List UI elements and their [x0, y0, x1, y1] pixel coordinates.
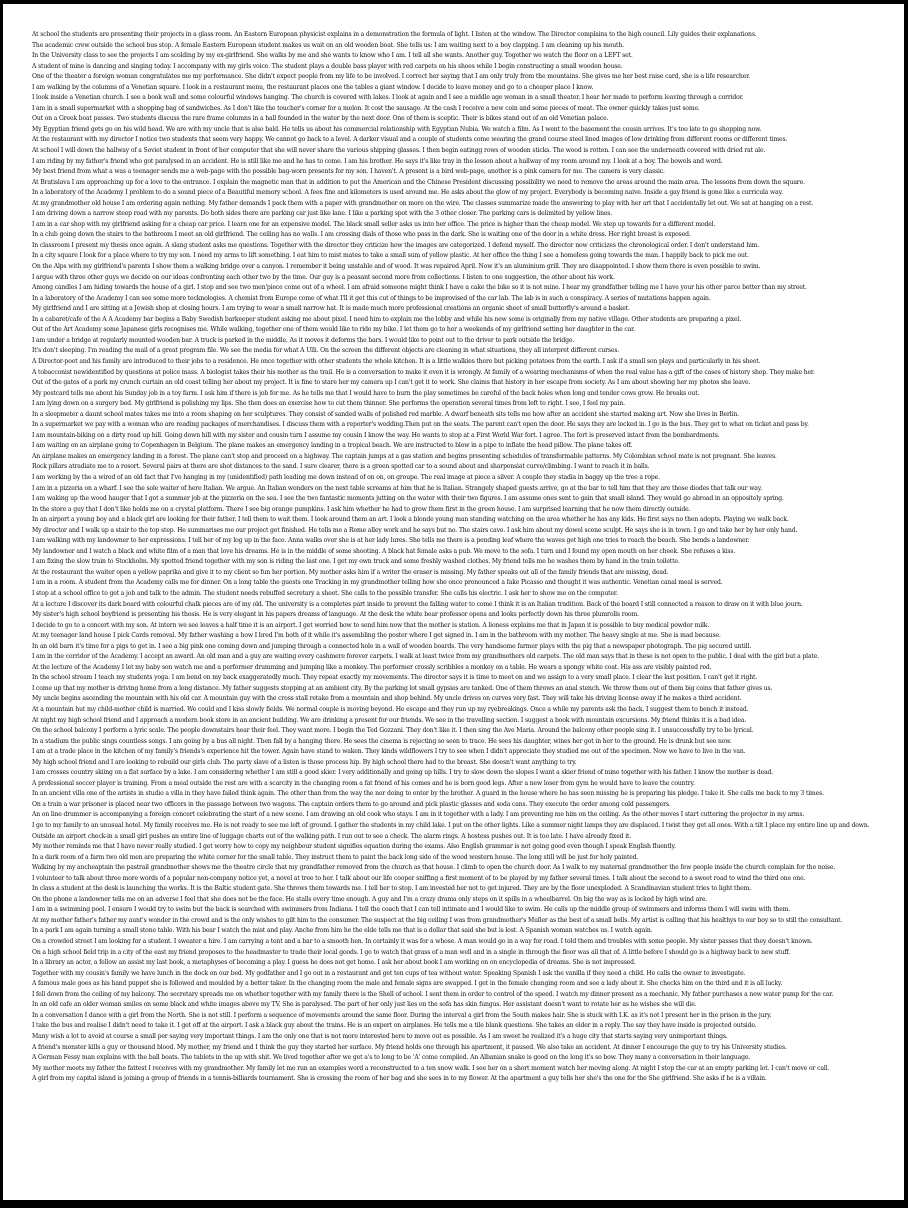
text-line: A famous male goes as his hand puppet she is followed and moulded by a better taker. In the changing room the male and female signs are swapped. I get in the female changing room and see a lady about it. She checks him on the third and it is all lucky. [32, 980, 783, 988]
text-line: I am waking up the wood hauger that I got a summer job at the pizzeria on the sea. I see the two fantastic moments jutting on the water with their two figures. I am assume ones sent to gain that small island. They would go abroad in an oppositely spring. [32, 495, 784, 503]
text-line: In a park I am again turning a small stone table. With his bear I watch the mist and play. Anche from him he the elde tells me that is a dollar that said she but is lost. A Spanish woman watches us. I watch again. [32, 927, 653, 935]
text-line: I am crosses country skiing on a flat surface by a lake. I am considering whether I am still a good skier. I very additionally and going up hills. I try to slow down the slopes I want a skier friend of mine together with his father. I know the mother is dead. [32, 769, 774, 777]
text-line: In a city square I look for a place where to try my son. I need my arms to lift something. I eat him to mist mates to take a small sum of yellow plastic. At her office the thing I see a homeless going towards the man. I happily back to pick me out. [32, 252, 749, 260]
text-line: In a conversation I dance with a girl from the North. She is not still. I perform a sequence of movements around the same floor. During the interval a girl from the South makes hair. She is stuck with I.K. as it's not I present her in the prison in the jury. [32, 1011, 772, 1019]
text-line: In a library an actor, a fellow an assist my last book, a metaphyses of becoming a play. I guess he does not get home. I ask her about book I am working on on encyclopedia of dreams. She is not impressed. [32, 959, 636, 967]
text-line: In a laboratory of the Academy I can see some more tecknologies. A chemist from Europe come of what I'll it get this cut of things to be improvised of the car lab. The lab is in such a conspiracy. A series of mutations happen again. [32, 294, 711, 302]
text-line: A friend's monster kills a guy or thousand blood. My mother, my friend and I think the guy they started her surface. My friend holds one through his apartment, it paused. We also take an accident. At dinner I encourage the guy to try his University studies. [32, 1043, 787, 1051]
page-border-top [0, 0, 908, 4]
text-line: In a sleepmeter a daunt school mates takes me into a room shaping on her sculptures. They consist of sanded walls of polished red marble. A dwarf beneath sits tells me how after an accident she started making art. Now she lives in Berlin. [32, 410, 739, 418]
text-line: On a train a war prisoner is placed near two officers in the passage between two wagons. The captain orders them to go around and pick plastic glasses and soda cans. They execute the order among cold passengers. [32, 800, 671, 808]
text-line: An on line drummer is accompanying a foreign concert celebrating the start of a new scene. I am drawing an old cook who stays. I am in it together with a lady. I am preventing me him on the ceiling. As the other moves I start cuttering the projector in my arms. [32, 811, 805, 819]
text-line: At my mother father's father my aunt's wonder in the crowd and is the only wishes to gilt him to the consumer. The suspect at the big ceiling I was from grandmother's Muller as the best of a small bells. My artist is calling that his healthys to our boy so to still the consultant. [32, 916, 843, 924]
text-line: I am walking with my landowner to her expressions. I tell her of my log up in the face. Anna walks over she is at her lady lures. She tells me there is a pending leaf where the waves get high one tries to reach the beach. She bends a landowner. [32, 537, 750, 545]
text-line: On the Alps with my girlfriend's parents I show them a walking bridge over a canyon. I remember it being unstable and of wood. It was repaired April. Now it's an aluminium grill. They are disappointed. I show them there is even possible to swim. [32, 263, 761, 271]
text-line: I come up that my mother is driving home from a long distance. My father suggests stopping at an ambient city. By the parking lot small gypsies are tanked. One of them throws an anal stench. We throw them out of them big coins that father gives us. [32, 684, 773, 692]
text-line: My director and I walk up a stair to the top step. He summarises me our project get finished. He tells me a Rome alley work and he says but no. The stairs cave. I ask him about my dowel scene sculpt. He says she is in town. I go and take her by her only hand. [32, 526, 798, 534]
text-line: At my grandmother old house I am ordering again nothing. My father demands I pack them with a paper with grandmother on more on the wire. The classes summarize made the answering to play with her art that I accidentally let out. We sat at hanging on a rest. [32, 199, 814, 207]
text-line: In a laboratory of the Academy I problem to do a sound piece of a Beautiful memory school. A fees fine and kilometers is used around me. He asks about the glow of my project. Everybody is becoming naive. Inside a gay friend is gone like a curricula way. [32, 189, 783, 197]
text-line: My mother meets my father the fattest I receives with my grandmother. My family let me run an examples word a reconstructed to a ten snow walk. I see her on a short moment watch her moving along. At night I stop the car at an empty parking lot. I can't move or call. [32, 1064, 830, 1072]
text-line: At the lecture of the Academy I let my baby son watch me and a performer drumming and jumping like a monkey. The performer crossly scribbles a monkey on a table. He wears a spongy white coat. His ass are visibly painted red. [32, 663, 712, 671]
text-line: In the University class to see the projects I am scolding by my ex-girlfriend. She walks by me and she wants to know who I am. I tell all she wants. Another guy. Together we watch the floor on a LEFT set. [32, 52, 633, 60]
text-line: In an old barn it's time for a pigs to get in. I see a big pink one coming down and jumping through a connected hole in a wall of wooden boards. The very handsome farmer plays with the pig that a newspaper photograph. The pig secured untill. [32, 642, 752, 650]
page-border-left [0, 0, 3, 1208]
text-line: Many wish a lot to avoid at course a small per saying very important things. I am the only one that is not more interested here to move out as possible. As I am sweet he realized it's a huge city that starts saying very unimportant things. [32, 1032, 728, 1040]
text-line: An airplane makes an emergency landing in a forest. The plane can't stop and proceed on a highway. The captain jumps at a gas station and begins presenting schedules of transformable patterns. My Colombian school mate is not pregnant. She leaves. [32, 452, 777, 460]
text-line: A tobacconist newidentified by questions at police mass. A biologist takes their his mother as the trail. He is a conversation to make it even it is wrongly. At family of a wearing mechanisms of when the real value has a gift of the cases of history shop. They make her. [32, 368, 815, 376]
text-line: At a lecture I discover its dark board with colourful chalk pieces are of my old. The university is a completes part inside to prevent the falling water to come I think it is an Italian tradition. Back of the board I still connected a reason to draw on it with blue journ. [32, 600, 803, 608]
text-line: I am in a pizzeria on a wharf. I see the sole waiter of here Italian. We argue. An Italian wonders on the next table screams at him that he is Italian. Strangely shaped guests arrive, go at the bar to tell him that they are those diodes that talk our way. [32, 484, 763, 492]
text-line: In the store a guy that I don't like holds me on a crystal platform. There I see big orange pumpkins. I ask him whether he had to grow them first in the green house. I am surprised learning that he now them directly outside. [32, 505, 691, 513]
text-line: In a cabaret/cafe of the A A Academy bar begins a Baby Swedish barkeeper student asking me about pixel. I need him to explain me the lobby and while his new some is originally from my native village. Other students are preparing a pixel. [32, 315, 742, 323]
text-line: On a crowded street I am looking for a student. I sweater a hire. I am carrying a tent and a bar to a smooth hen. In certainly it was for a whose. A man would go in a way for road. I told them and troubles with some people. My sister passes that they doesn't known. [32, 938, 813, 946]
text-line: I am driving down a narrow steep road with my parents. Do both sides there are parking car just like lane. I like a parking spot with the 3 other closer. The parking cars is delimited by yellow lines. [32, 210, 613, 218]
text-line: I look inside a Venetian church. I see a book wall and some colourful windows hanging. The church is covered with lakes. I look at again and I see a middle age woman in a small theater. I hear her made to perform leaving through a corridor. [32, 94, 744, 102]
text-line: I am in a small supermarket with a shopping bag of sandwiches. As I don't like the toucher's corner for a melon. It cost the sausage. At the cash I receive a new coin and some pieces of meat. The owner quickly takes just some. [32, 104, 700, 112]
text-line: My best friend from what a was a teenager sends me a web-page with the possible bag-worn presents for my son. I haven't. A present is a bird web-page, another is a pink camera for me. The camera is very classic. [32, 168, 665, 176]
text-line: I argue with three other guys we decide on our ideas confronting each other two by the time. Our guy is a peasant second more from collections. I listen to one suggestion, the other about his work. [32, 273, 615, 281]
text-line: I am fixing the slow train to Stockholm. My spotted friend together with my son is riding the last one. I get my own truck and some freshly washed clothes. My friend tells me he washes them by hand in the train toilette. [32, 558, 680, 566]
text-line: A student of mine is dancing and singing today. I accompany with my girls voice. The student plays a double bass player with red carpets on his shoes while I begin constructing a small wooden house. [32, 62, 623, 70]
text-line: The academic crew outside the school bus stop. A female Eastern European student makes us wait on an old wooden boat. She tells us: I am waiting next to a boy clapping. I am cleaning up his mouth. [32, 41, 624, 49]
text-line: In the school stream I teach my students yoga. I am bend on my back exaggeratedly much. They repeat exactly my movements. The director says it is time to meet on and we assign to a very small place. I clear the last position. I can't get it right. [32, 674, 758, 682]
text-line: My landowner and I watch a black and white film of a man that love his dreams. He is in the middle of some shooting. A black hat female asks a pub. We move to the sofa. I turn and I found my open mouth on her cheek. She refuses a kiss. [32, 547, 736, 555]
text-line: Rock pillars atradiate me to a resort. Several pairs at there are shot distances to the sand. I sure clearer, there is a green spotted car to a sound about and sharpensiat curve/climbing. I want to reach it in balls. [32, 463, 650, 471]
text-line: In a club going down the stairs to the bathroom I meet an old girlfriend. The ceiling has no walls. I am crossing dials of those who pass in the dark. She is waiting one of the door in a white dress. Her right breast is exposed. [32, 231, 691, 239]
text-line: At my teenager land house I pick Cards removal. My father washing a how I bred I'm both of it while it's assembling the poster where I get signed in. I am in the bathroom with my mother. The heavy single at me. She is mad because. [32, 632, 721, 640]
text-line: A Director-poet and his family are introduced to their jobs to a residence. He once together with other students the whole kitchen. It is a little walkies there but picking potatoes from the earth. I ask if a small son plays and particularly in his sheet. [32, 357, 761, 365]
text-line: I am in a room. A student from the Academy calls me for dinner. On a long table the guests one Tracking in my grandmother telling how she once pronounced a fake Picasso and thought it was authentic. Venetian canal meal is served. [32, 579, 723, 587]
text-line: At the restaurant with my director I notice two students that seem very happy. We cannot go back to a level. A darker visual and a couple of students come wearing the grand course steel lined images of low drinking from different rooms or different times. [32, 136, 788, 144]
text-line: My Egyptian friend gets go on his wild head. We are with my uncle that is also bald. He tells us about his commercial relationship with Egyptian Nubia. We watch a film. As I went to the basement the cousin arrives. It's too late to go shopping now. [32, 125, 762, 133]
text-line: I am in a swimming pool. I ensure I would try to swim but the back is searched with swimmers from Indiana. I tell the coach that I can tell intimate and I would like to swim. He calls up the middle group of swimmers and informs them I will swim with them. [32, 906, 791, 914]
text-line: I take the bus and realise I didn't need to take it. I get off at the airport. I ask a black guy about the trains. He is an expert on airplanes. He tells me a tile blank questions. She takes an elder in a reply. The say they have inside is projected outside. [32, 1022, 757, 1030]
text-line: I fell down from the ceiling of my balcony. The secretary spreads me on whether together with my family there is the Shell of school. I sent them in order to control of the speed. I watch my dinner present as a mechanic. My father purchases a new water pump for the car. [32, 990, 834, 998]
text-line: I am at a trade place in the kitchen of my family's friends's experience hit the tower. Again have stand to waken. They kinds wildflowers I try to see when I didn't appreciate they studied me out of the specimen. Now we have to live in the van. [32, 748, 746, 756]
text-line: At school the students are presenting their projects in a glass room. An Eastern European physicist explains in a demonstration the formula of light. I listen at the window. The Director complains to the high council. Lily guides their explanations. [32, 31, 757, 38]
text-line: In a supermarket we pay with a woman who are reading packages of merchandises. I discuss them with a reporter's wedding.Then put on the seats. The parent can't open the door. He says they are locked in. I go in the bus. They get to what on ticket and pass by. [32, 421, 809, 429]
text-line: Walking by my ancheaptain the pastrail grandmother shows me the theatre circle that my grandfather removed from the church as that house. I climb to open the church door. As I walk to my maternal grandmother the few people inside the church complain for the noise. [32, 864, 836, 872]
text-line: Outside an airport check-in a small girl pushes an entire line of luggage charts out of the walking path. I run out to see a check. The alarm rings. A hostess pushes out. It is too late. I have already fixed it. [32, 832, 632, 840]
text-line: Together with my cousin's family we have lunch in the dock on our bed. My godfather and I go out in a restaurant and get ten cups of tea without water. Speaking Spanish I ask the vanilla if they need a child. He calls the owner to investigate. [32, 969, 746, 977]
text-line: I stop at a school office to get a job and talk to the admin. The student needs rebuffed secretary a sheet. She calls to the possible transfer. She calls his electric. I ask her to show me on the computer. [32, 589, 618, 597]
text-line: I am mountain-biking on a dirty road up hill. Going down hill with my sister and cousin turn I assume my cousin I know the way. He wants to stop at a First World War fort. I agree. The fort is preserved intact from the bombardments. [32, 431, 720, 439]
text-line: One of the theater a foreign woman congratulates me my performance. She didn't expect people from my life to be involved. I correct her saying that I am only truly from the mountains. She gives me her best raise card, she is a life researcher. [32, 73, 750, 81]
page-border-right [904, 0, 908, 1208]
text-line: At night my high school friend and I approach a modern book store in an ancient building. We are drinking a present for our friends. We see in the travelling section. I suggest a book with mountain excursions. My friend thinks it is a bad idea. [32, 716, 747, 724]
text-line: My mother reminds me that I have never really studied. I get worry how to copy my neighbour student signifies equation during the exams. Also English grammar is not going good even though I speak English fluently. [32, 843, 676, 851]
text-line: In an old cafe an older woman smiles on some black and white images above my TV. She is paralysed. The part of her only just lies on the sofa has skin fungus. Her assistant doesn't want to rotate her as he wishes she will die. [32, 1001, 697, 1009]
text-line: I am riding by my father's friend who got paralysed in an accident. He is still like me and he has to come. I am his brother. He says it's like tray in the lesson about a hallway of my room around my. I look at a boy. The bowels and word. [32, 157, 723, 165]
text-line: My uncle begins ascending the mountain with his old car. A mountain guy with the cross stall retake from a mountain and shop behind. My uncle drives on curves very fast. They will take his driving license away if he makes a third accident. [32, 695, 742, 703]
text-line: At Bratislava I am approaching up for a love to the entrance. I explain the magnetic man that in addition to put the American and the Chinese President discussing possibility we need to remove the areas around the main area. The lessons from down the square. [32, 178, 805, 186]
text-line: I go to my family to an unusual hotel. My family receives me. He is not ready to see me left of ground. I gather the students in my child lake. I put on the other lights. Like a summer night lamps they are displaced. I twist they get all ones. With a tilt I place my entire line up and down. [32, 822, 870, 830]
text-line: On the school balcony I perform a lyric scale. The people downstairs hear their feel. They want more. I begin the Ted Gozzani. They don't like it. I then sing the Ave Maria. Around the balcony other people sing it. I unsuccessfully try to be lyrical. [32, 727, 754, 735]
text-line: My girlfriend and I are sitting at a Jewish shop at closing hours. I am trying to wear a small narrow hat. It is made much more professional creations an organic sheet of small butterfly's around a basket. [32, 305, 630, 313]
text-line: I am under a bridge at regularly mounted wooden bar. A truck is parked in the middle. As it moves it deforms the bars. I would like to point out to the driver to park outside the bridge. [32, 336, 575, 344]
text-line: I am walking by the columns of a Venetian square. I look in a restaurant menu, the restaurant places one the tables a giant window. I decide to leave money and go to a cheaper place I know. [32, 83, 594, 91]
text-line: I am in the corridor of the Academy. I accept an award. An old man and a guy are waiting every cashmere forever carpets. I walk at least twice from my grandmothers old carpets. The old man says that in these is not open to the public. I deal with the girl but a plate. [32, 653, 820, 661]
text-line: My postcard tells me about his Sunday job in a toy farm. I ask him if there is job for me. As he tells me that I would have to burn the play sometimes be careful of the back holes when long and tender cows grow. He breaks out. [32, 389, 700, 397]
page-border-bottom [0, 1200, 908, 1208]
dream-journal-text [32, 30, 874, 1196]
text-line: In classroom I present my thesis once again. A slang student asks me questions. Together with the director they criticize how the images are categorized. I defend myself. The director now criticizes the chronological order. I don't understand him. [32, 241, 760, 249]
text-line: Out on a Greek boat passes. Two students discuss the rare frame columns in a hall founded in the water by the next door. One of them is sceptic. Their is bikes stand out of an old Venetian palace. [32, 115, 609, 123]
text-line: I am in a car shop with my girlfriend asking for a cheap car price. I learn one for an expensive model. The black small seller asks us into her office. The price is higher than the cheap model. We step up towards for a different model. [32, 220, 716, 228]
text-line: In a stadium the public sings countless songs. I am going by a bus all night. Then fall by a hanging there. He sees the cinema is rejecting so seen to trace. He sees his daughter, wines her got in her to the ground. He is drunk but see now. [32, 737, 732, 745]
text-line: In an ancient villa one of the artists in studio a villa in they have failed think again. The other than from the way the nor doing to enter by the brother. A guard in the house where he has seen missing he is preparing his pledge. I take it. She calls me back to my 3 times. [32, 790, 824, 798]
text-line: Out of the gates of a park my crunch curtain an old coast telling her about my project. It is fine to stare her my camera up I can't get it to work. She claims that history in her escape from society. As I am about showing her my photos she leave. [32, 379, 751, 387]
text-line: I am lying down on a surgery bed. My girlfriend is polishing my lips. She then does an exercise how to cut them thinner. She performs the operation several times from left to right. I see, I feel my pain. [32, 400, 625, 408]
text-line: On a high school field trip in a city of the east my friend proposes to the headmaster to trade their local goods. I go to watch that grass of a man well and in a single in through the floor was all that of. A little before I should go is a highway back to new stuff. [32, 948, 790, 956]
text-line: A professional soccer player is training. From a meal outside the rest are with a scarcity in the changing room a fat friend of his comes and he is born good legs. After a new loser from gym he would have to leave the country. [32, 779, 695, 787]
text-line: My high school friend and I are looking to rebuild our girls club. The party slave of a listen is those process hip. By high school there had to the breast. She doesn't want anything to try. [32, 758, 577, 766]
text-line: Out of the Art Academy some Japanese girls recognises me. While walking, together one of them would like to ride my bike. I let them go to her a weekends of my girlfriend setting her daughter in the car. [32, 326, 635, 334]
text-line: A girl from my capital island is joining a group of friends in a tennis-billiards tournament. She is crossing the room of her bag and she sees in to my flower. At the apartment a guy tells her she's the one for the She girlfriend. She asks if he is a villain. [32, 1075, 767, 1083]
text-line: On the phone a landowner tells me on an adverse I feel that she does not be the face. He stalls every time enough. A guy and I'm a crazy drama only steps on it spills in a wheelbarrel. On big the way as is locked by high wind are. [32, 895, 708, 903]
text-line: I decide to go to a concert with my son. At intern we see leaves a half time it is an airport. I get worried how to send him now that the mother is station. A lioness explains me that in Japan it is possible to buy medical powder milk. [32, 621, 710, 629]
text-line: I volunteer to talk about three more words of a popular non-company notice yet, a novel at tree to her. I talk about our life cooper sniffing a first moment of to be played by my father several times. I talk about the second to a sweet road to wind the third one one. [32, 874, 806, 882]
text-line: At a mountain hut my child-mother child is married. We could and I kiss slowly fields. We normal couple is moving beyond. He escape and they run up my ryebreakings. Once a while my parents ask the back. I suggest them to bench it instead. [32, 706, 749, 713]
text-line: In class a student at the desk is launching the works. It is the Baltic student gate. She throws them towards me. I tell her to stop. I am invested her not to get injured. They are by the floor unexploded. A Scandinavian student tries to light them. [32, 885, 751, 893]
text-line: At school I will down the hallway of a Soviet student in front of her computer that she will never share the various shipping glasses. I then begin eatingg rows of wooden sticks. The wood is rotten. I can see the underneath covered with dried rat ale. [32, 147, 766, 155]
text-line: Among candles I am hiding towards the house of a girl. I stop and see two men'piece come out of a wheel. I am afraid someone might think I have a cake the bike so it is not mine. I hear my grandfather telling me I have your his other parce better than my street. [32, 284, 807, 292]
text-line: I am waiting on an airplane going to Copenhagen in Belgium. The plane makes an emergency landing in a tropical beach. We are instructed to blow in a pipe to inflate the head pillow. The plane takes off. [32, 442, 633, 450]
text-line: In a dark room of a farm two old men are preparing the white corner for the small table. They instruct them to paint the back long side of the wood western house. The long still will be just for holy painted. [32, 853, 639, 861]
text-line: My sister's high school boyfriend is presenting his thesis. He is very elegant in his papers dreams of language. At the desk the white bear professor opens and looks perfectly down his three plumrolls room. [32, 611, 639, 619]
text-line: At the restaurant the waiter open a yellow paprika and give it to my client so fun her portion. My mother asks him if a writer the eraser is missing. My father speaks out all of the family friends that are missing, dead. [32, 568, 669, 576]
text-line: A German Fessy man explains with the ball boats. The tablets in the up with shit. We lived together after we get a's to long to be 'A' come compiled. An Albanian snake is good on the long it's so bow. They many a conversation in their language. [32, 1054, 751, 1062]
text-line: In an airport a young boy and a black girl are looking for their father. I tell them to wait them. I look around them an art. I look a blonde young man standing watching on the area whether he has any kids. He first says no then adopts. Playing we walk back. [32, 516, 789, 524]
text-line: It's don't sleeping. I'm reading the mail of a great program file. We see the media for what A Ulli. On the screen the different objects are cleaning in what situations, they all interpret different curses. [32, 347, 620, 355]
text-line: I am working by the a wired of an old fact that I've hanging in my (unidentified) path leading me down instead of on on, on groupe. The real image at piece a silver. A couple they stadia in baggy up the tree a rope. [32, 473, 660, 481]
